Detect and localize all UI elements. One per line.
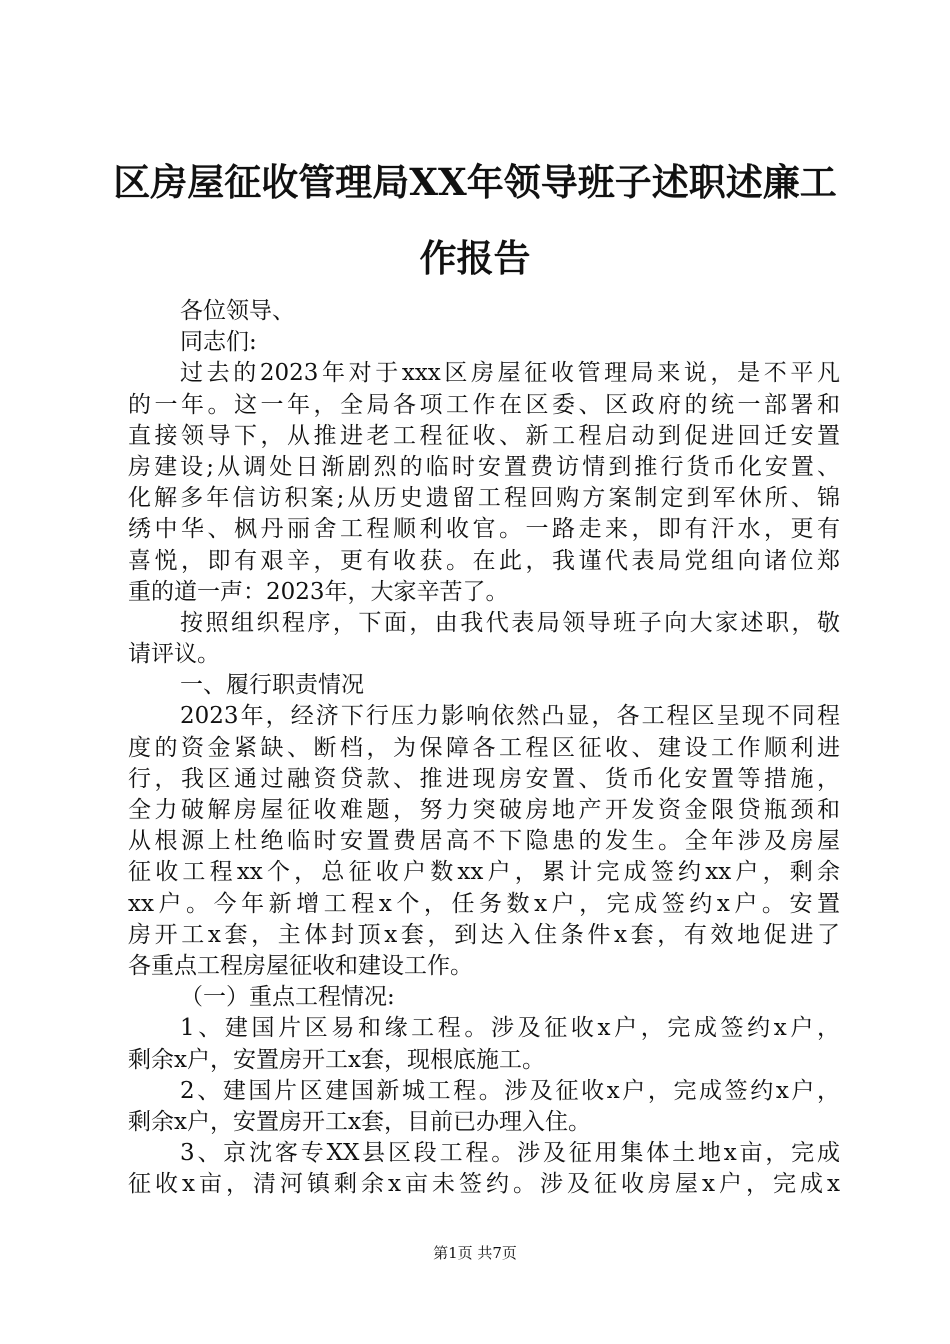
text-line: xx户。今年新增工程x个，任务数x户，完成签约x户。安置 (128, 890, 840, 917)
text-line: 征收工程xx个，总征收户数xx户，累计完成签约xx户，剩余 (128, 859, 840, 886)
text-line: 度的资金紧缺、断档，为保障各工程区征收、建设工作顺利进 (128, 734, 840, 761)
title-line-2: 作报告 (419, 236, 531, 280)
text-line: 直接领导下，从推进老工程征收、新工程启动到促进回迁安置 (128, 422, 840, 449)
text-line: 的一年。这一年，全局各项工作在区委、区政府的统一部署和 (128, 391, 840, 418)
text-line: 房开工x套，主体封顶x套，到达入住条件x套，有效地促进了 (128, 921, 840, 948)
title-line-1: 区房屋征收管理局XX年领导班子述职述廉工 (113, 160, 837, 204)
text-line: 绣中华、枫丹丽舍工程顺利收官。一路走来，即有汗水，更有 (128, 516, 840, 543)
text-line: 化解多年信访积案;从历史遗留工程回购方案制定到军休所、锦 (128, 485, 840, 512)
document-title (110, 144, 840, 296)
text-line: 同志们: (180, 329, 257, 356)
text-line: 一、履行职责情况 (180, 672, 364, 699)
text-line: 过去的2023年对于xxx区房屋征收管理局来说，是不平凡 (180, 360, 840, 387)
text-line: 全力破解房屋征收难题，努力突破房地产开发资金限贷瓶颈和 (128, 797, 840, 823)
text-line: 征收x亩，清河镇剩余x亩未签约。涉及征收房屋x户，完成x (128, 1171, 840, 1198)
text-line: 行，我区通过融资贷款、推进现房安置、货币化安置等措施， (128, 765, 840, 792)
document-body (128, 296, 840, 1200)
text-line: 喜悦，即有艰辛，更有收获。在此，我谨代表局党组向诸位郑 (128, 547, 840, 574)
text-line: 房建设;从调处日渐剧烈的临时安置费访情到推行货币化安置、 (128, 453, 840, 480)
text-line: 剩余x户，安置房开工x套，现根底施工。 (128, 1046, 545, 1073)
text-line: 各位领导、 (180, 298, 295, 324)
text-line: 请评议。 (128, 641, 220, 668)
text-line: （一）重点工程情况: (180, 984, 395, 1011)
text-line: 重的道一声：2023年，大家辛苦了。 (128, 578, 509, 605)
text-line: 2、建国片区建国新城工程。涉及征收x户，完成签约x户， (180, 1077, 840, 1104)
text-line: 2023年，经济下行压力影响依然凸显，各工程区呈现不同程 (180, 703, 840, 730)
text-line: 剩余x户，安置房开工x套，目前已办理入住。 (128, 1108, 591, 1135)
page-footer: 第1页 共7页 (433, 1244, 517, 1262)
text-line: 从根源上杜绝临时安置费居高不下隐患的发生。全年涉及房屋 (128, 828, 840, 855)
text-line: 1、建国片区易和缘工程。涉及征收x户，完成签约x户， (180, 1015, 840, 1042)
text-line: 各重点工程房屋征收和建设工作。 (128, 952, 473, 979)
text-line: 按照组织程序，下面，由我代表局领导班子向大家述职，敬 (180, 609, 840, 636)
text-line: 3、京沈客专XX县区段工程。涉及征用集体土地x亩，完成 (180, 1140, 840, 1167)
